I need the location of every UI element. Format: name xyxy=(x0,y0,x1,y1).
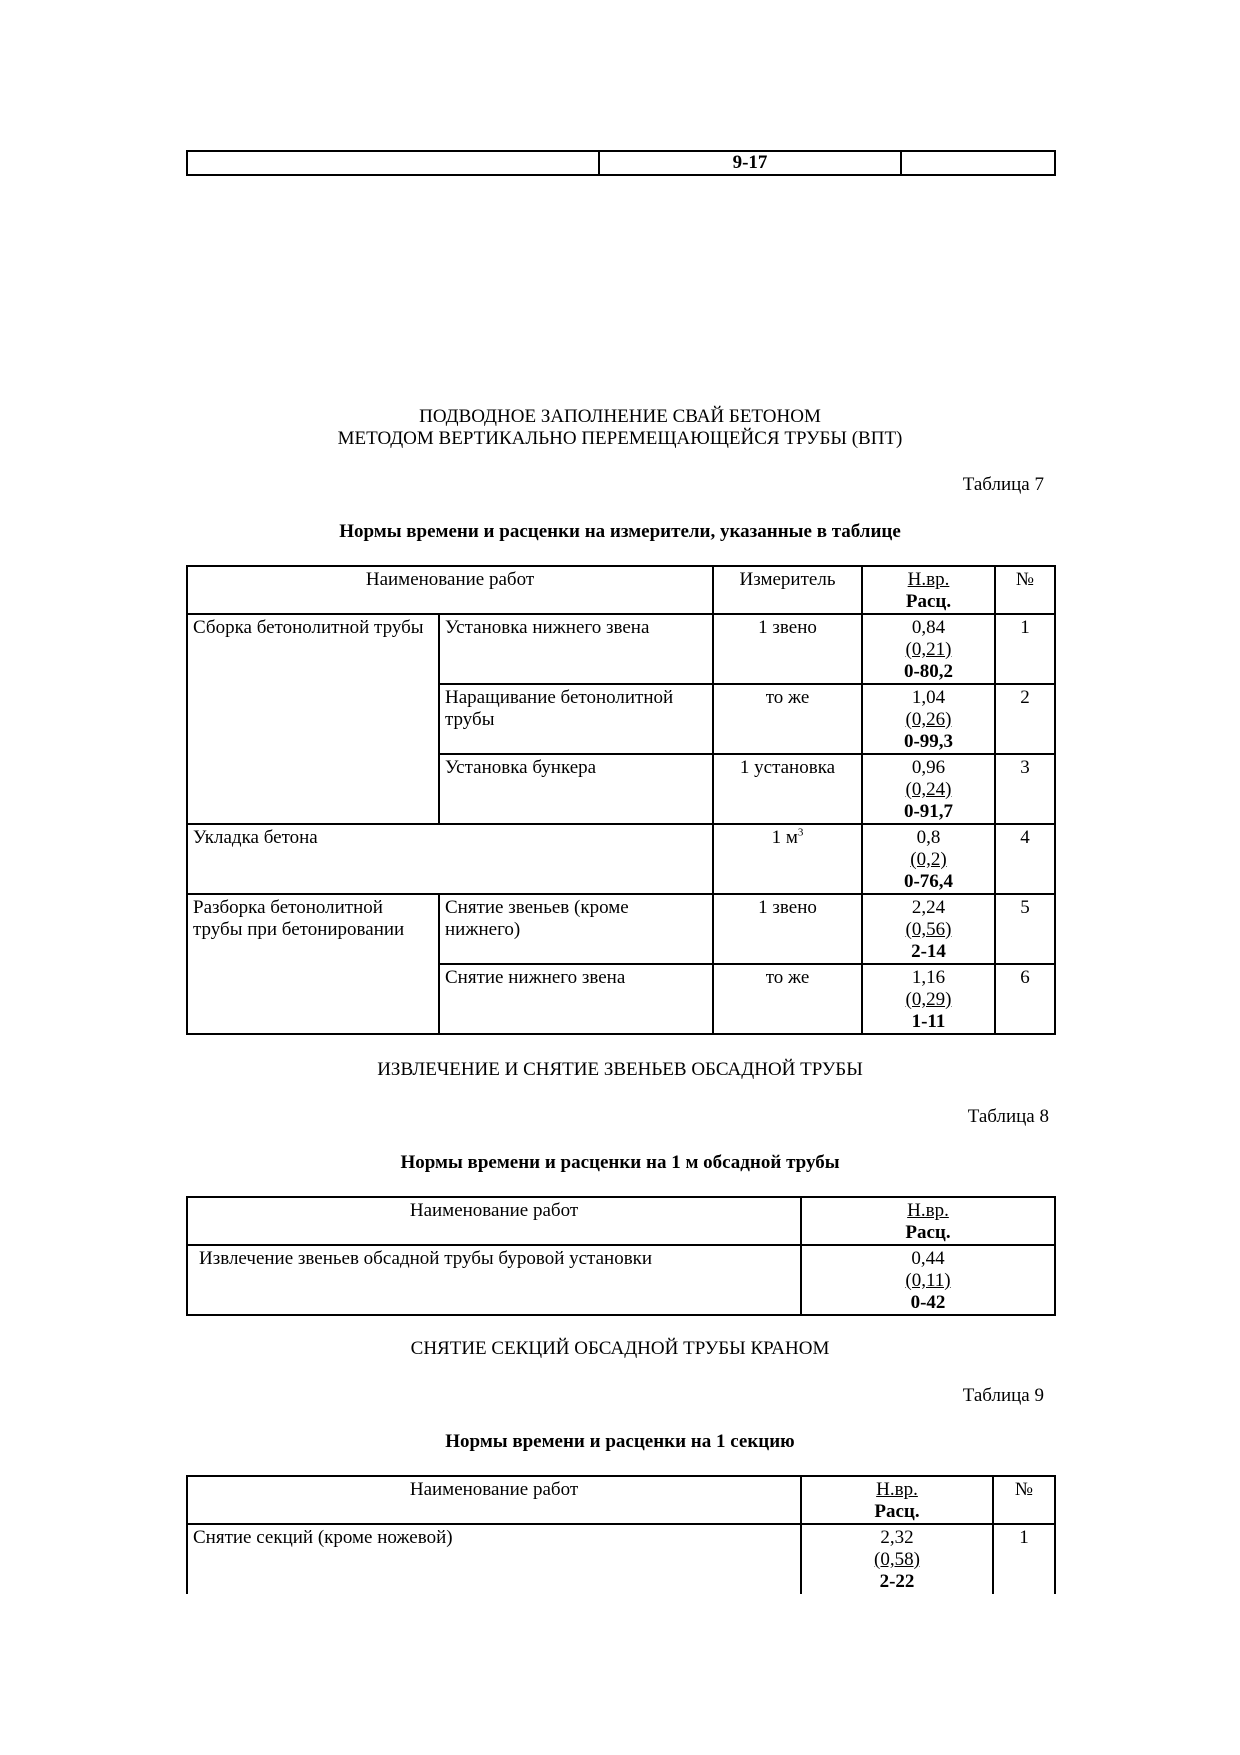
table7 xyxy=(186,565,1056,1035)
header-code: 9-17 xyxy=(599,151,901,175)
section1-title-line2: МЕТОДОМ ВЕРТИКАЛЬНО ПЕРЕМЕЩАЮЩЕЙСЯ ТРУБЫ (ВПТ) xyxy=(337,428,903,449)
table-row xyxy=(187,1524,1055,1594)
header-rasc-label: Расц. xyxy=(874,1501,920,1522)
group-disassembly: Разборка бетонолитной трубы при бетонировании xyxy=(187,894,439,1034)
table8-caption: Нормы времени и расценки на 1 м обсадной трубы xyxy=(400,1152,840,1173)
row-norm: 0,8 (0,2) 0-76,4 xyxy=(862,824,995,894)
header-rasc-label: Расц. xyxy=(905,1222,951,1243)
row-name: Наращивание бетонолитной трубы xyxy=(439,684,713,754)
row-no: 1 xyxy=(993,1524,1055,1594)
row-no: 6 xyxy=(995,964,1055,1034)
row-norm: 1,16 (0,29) 1-11 xyxy=(862,964,995,1034)
row-no: 5 xyxy=(995,894,1055,964)
table7-header-name: Наименование работ xyxy=(187,566,713,614)
header-nvr-label: Н.вр. xyxy=(876,1479,918,1500)
table-row xyxy=(187,614,1055,684)
table8-label: Таблица 8 xyxy=(967,1106,1049,1127)
row-unit: 1 $м^3$ xyxy=(713,824,862,894)
header-nvr-label: Н.вр. xyxy=(907,1200,949,1221)
row-name: Извлечение звеньев обсадной трубы буровой установки xyxy=(187,1245,801,1315)
table-row xyxy=(187,824,1055,894)
row-name: Снятие звеньев (кроме нижнего) xyxy=(439,894,713,964)
row-no: 3 xyxy=(995,754,1055,824)
row-no: 2 xyxy=(995,684,1055,754)
row-unit: 1 звено xyxy=(713,894,862,964)
header-table xyxy=(186,150,1056,176)
table9-header-nvr xyxy=(801,1476,993,1524)
row-name: Снятие секций (кроме ножевой) xyxy=(187,1524,801,1594)
table7-header-nvr xyxy=(862,566,995,614)
table-row xyxy=(187,1245,1055,1315)
group-assembly: Сборка бетонолитной трубы xyxy=(187,614,439,824)
table9-label: Таблица 9 xyxy=(962,1385,1044,1406)
header-rasc-label: Расц. xyxy=(905,591,952,612)
row-norm: 0,84 (0,21) 0-80,2 xyxy=(862,614,995,684)
row-name: Установка бункера xyxy=(439,754,713,824)
section2-title: ИЗВЛЕЧЕНИЕ И СНЯТИЕ ЗВЕНЬЕВ ОБСАДНОЙ ТРУБЫ xyxy=(377,1059,863,1080)
row-unit: то же xyxy=(713,964,862,1034)
row-norm: 2,32 (0,58) 2-22 xyxy=(801,1524,993,1594)
row-unit: 1 звено xyxy=(713,614,862,684)
table8-header-name: Наименование работ xyxy=(187,1197,801,1245)
row-no: 4 xyxy=(995,824,1055,894)
table7-header-unit: Измеритель xyxy=(713,566,862,614)
table9-header-name: Наименование работ xyxy=(187,1476,801,1524)
header-cell-left xyxy=(187,151,599,175)
row-norm: 0,44 (0,11) 0-42 xyxy=(801,1245,1055,1315)
row-name: Установка нижнего звена xyxy=(439,614,713,684)
section3-title: СНЯТИЕ СЕКЦИЙ ОБСАДНОЙ ТРУБЫ КРАНОМ xyxy=(410,1338,830,1359)
table7-caption: Нормы времени и расценки на измерители, указанные в таблице xyxy=(339,521,901,542)
header-nvr-label: Н.вр. xyxy=(907,569,950,590)
table9-header-no: № xyxy=(993,1476,1055,1524)
row-norm: 0,96 (0,24) 0-91,7 xyxy=(862,754,995,824)
row-norm: 2,24 (0,56) 2-14 xyxy=(862,894,995,964)
row-unit: 1 установка xyxy=(713,754,862,824)
row-norm: 1,04 (0,26) 0-99,3 xyxy=(862,684,995,754)
table9 xyxy=(186,1475,1056,1594)
section1-title-line1: ПОДВОДНОЕ ЗАПОЛНЕНИЕ СВАЙ БЕТОНОМ xyxy=(419,406,821,427)
row-name: Снятие нижнего звена xyxy=(439,964,713,1034)
table-row xyxy=(187,894,1055,964)
table7-header-no: № xyxy=(995,566,1055,614)
table8-header-nvr xyxy=(801,1197,1055,1245)
row-unit: то же xyxy=(713,684,862,754)
row-no: 1 xyxy=(995,614,1055,684)
row-name: Укладка бетона xyxy=(187,824,713,894)
table7-label: Таблица 7 xyxy=(962,474,1044,495)
table8 xyxy=(186,1196,1056,1316)
header-cell-right xyxy=(901,151,1055,175)
table9-caption: Нормы времени и расценки на 1 секцию xyxy=(445,1431,795,1452)
